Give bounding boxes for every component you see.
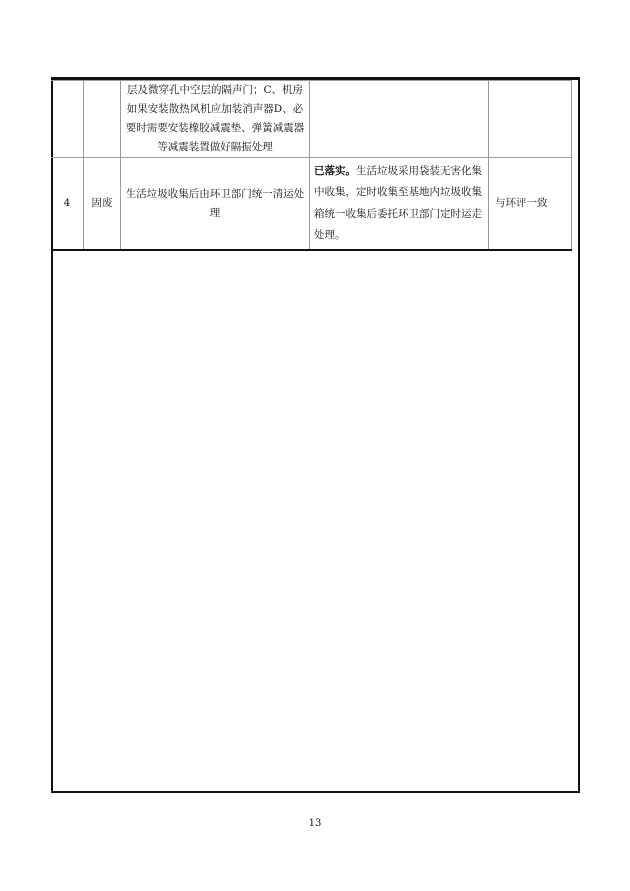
cell-requirement: 层及微穿孔中空层的隔声门；C、机房如果安装散热风机应加装消声器D、必要时需要安装橡胶减震垫、弹簧减震器等减震装置做好隔振处理: [121, 81, 310, 158]
cell-number: [51, 81, 84, 158]
implementation-text: 生活垃圾采用袋装无害化集中收集，定时收集至基地内垃圾收集箱统一收集后委托环卫部门定时运走处理。: [314, 164, 482, 241]
cell-implementation: [310, 81, 489, 158]
table-row: [51, 158, 572, 251]
implementation-status: 已落实。: [314, 164, 356, 177]
cell-number: 4: [51, 158, 84, 251]
cell-requirement: 生活垃圾收集后由环卫部门统一清运处理: [121, 158, 310, 251]
environmental-measures-table: [51, 80, 572, 251]
cell-category: [84, 81, 121, 158]
cell-implementation: [310, 158, 489, 251]
table-row: [51, 81, 572, 158]
cell-result: 与环评一致: [489, 158, 572, 251]
cell-result: [489, 81, 572, 158]
page-number: 13: [308, 818, 322, 829]
cell-category: 固废: [84, 158, 121, 251]
